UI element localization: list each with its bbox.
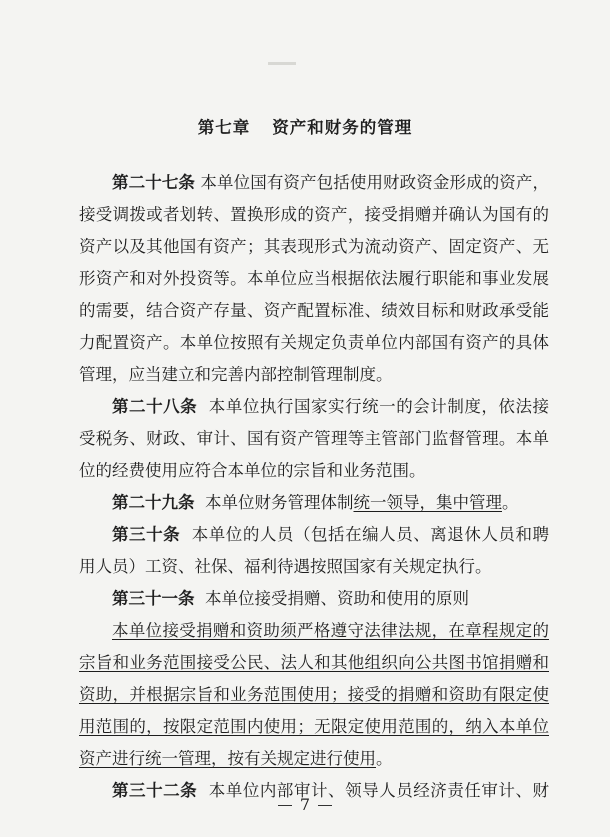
- article-31-underlined-line-4: 用范围的，按限定范围内使用；无限定使用范围的，纳入本单位: [79, 717, 549, 736]
- article-29-label: 第二十九条: [112, 493, 195, 512]
- article-28-line-2: 受税务、财政、审计、国有资产管理等主管部门监督管理。本单: [79, 429, 549, 448]
- article-27-line-1: 第二十七条 本单位国有资产包括使用财政资金形成的资产，: [112, 173, 549, 192]
- article-31-label: 第三十一条: [112, 589, 195, 608]
- chapter-number: 第七章: [197, 118, 251, 137]
- article-31-underlined-line-2: 宗旨和业务范围接受公民、法人和其他组织向公共图书馆捐赠和: [79, 653, 549, 672]
- article-30-line-2: 用人员）工资、社保、福利待遇按照国家有关规定执行。: [79, 557, 492, 576]
- article-31-underlined-line-5: 资产进行统一管理，按有关规定进行使用。: [79, 749, 393, 768]
- article-31-underlined-line-3: 资助，并根据宗旨和业务范围使用；接受的捐赠和资助有限定使: [79, 685, 549, 704]
- article-29-underlined: 统一领导，集中管理: [353, 493, 502, 512]
- article-28-line-1: 第二十八条 本单位执行国家实行统一的会计制度，依法接: [112, 397, 549, 416]
- article-27-label: 第二十七条: [112, 173, 196, 192]
- article-31-line-1: 第三十一条 本单位接受捐赠、资助和使用的原则: [112, 589, 469, 608]
- article-32-label: 第三十二条: [112, 781, 198, 800]
- footer-dash-right: [318, 805, 332, 806]
- article-27-line-5: 的需要，结合资产存量、资产配置标准、绩效目标和财政承受能: [79, 301, 549, 320]
- article-29-line-1: 第二十九条 本单位财务管理体制统一领导，集中管理。: [112, 493, 519, 512]
- article-27-line-7: 管理，应当建立和完善内部控制管理制度。: [79, 365, 393, 384]
- article-30-line-1: 第三十条 本单位的人员（包括在编人员、离退休人员和聘: [112, 525, 549, 544]
- article-27-line-2: 接受调拨或者划转、置换形成的资产，接受捐赠并确认为国有的: [79, 205, 549, 224]
- scan-artifact: [268, 62, 296, 65]
- article-31-underlined-line-1: 本单位接受捐赠和资助须严格遵守法律法规，在章程规定的: [112, 621, 549, 640]
- chapter-heading: [0, 114, 610, 138]
- article-28-line-3: 位的经费使用应符合本单位的宗旨和业务范围。: [79, 461, 426, 480]
- article-28-label: 第二十八条: [112, 397, 198, 416]
- article-27-line-4: 形资产和对外投资等。本单位应当根据依法履行职能和事业发展: [79, 269, 549, 288]
- article-30-label: 第三十条: [112, 525, 181, 544]
- article-27-line-6: 力配置资产。本单位按照有关规定负责单位内部国有资产的具体: [79, 333, 549, 352]
- chapter-title: 资产和财务的管理: [272, 118, 413, 137]
- article-27-line-3: 资产以及其他国有资产；其表现形式为流动资产、固定资产、无: [79, 237, 549, 256]
- page-number: 7: [0, 795, 610, 814]
- article-32-line-1: 第三十二条 本单位内部审计、领导人员经济责任审计、财: [112, 781, 549, 800]
- footer-dash-left: [278, 805, 292, 806]
